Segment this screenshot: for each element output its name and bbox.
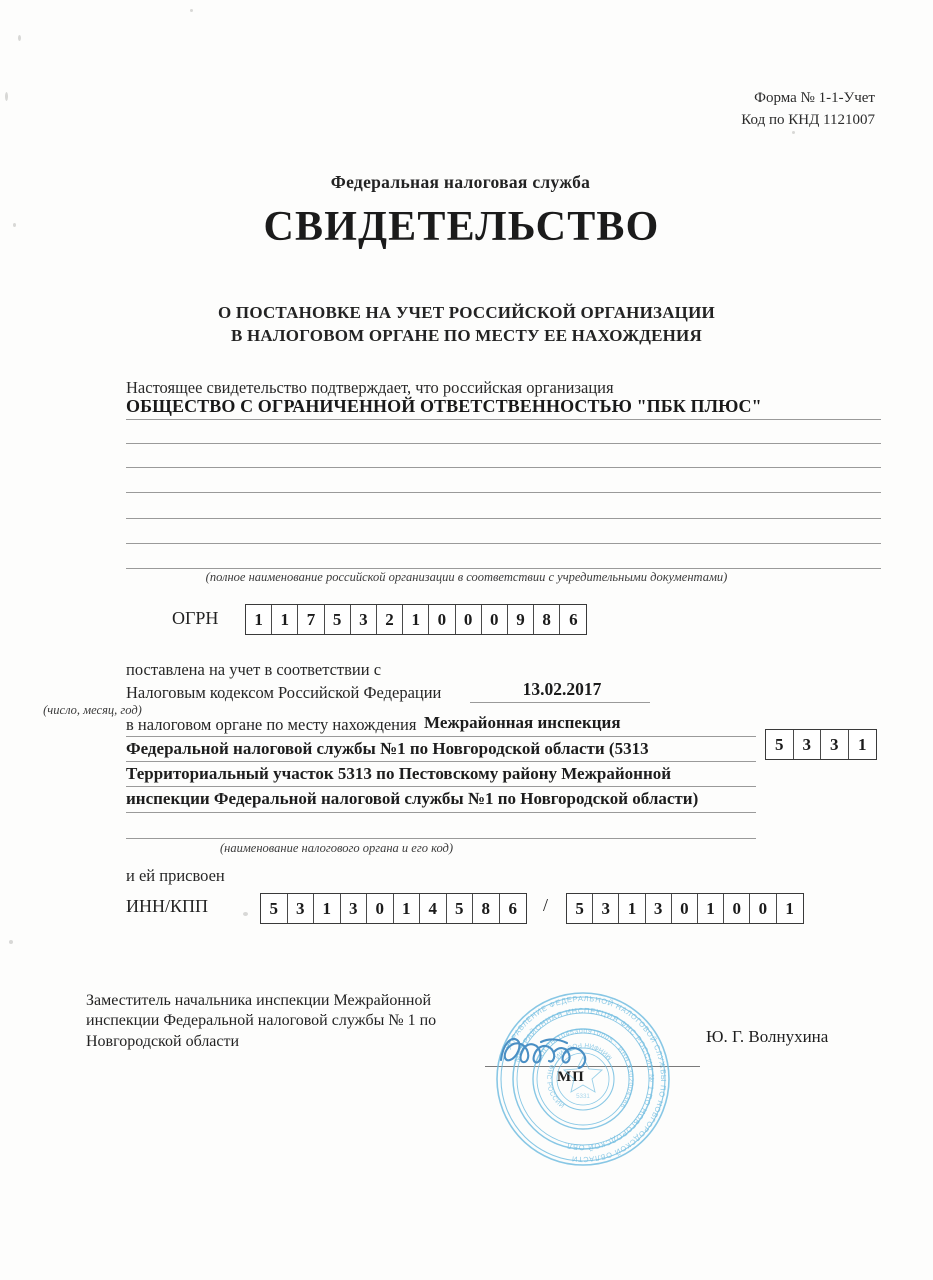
digit-cell: 1 <box>698 894 724 923</box>
page-title: СВИДЕТЕЛЬСТВО <box>263 204 660 250</box>
signer-name: Ю. Г. Волнухина <box>706 1027 829 1046</box>
authority-rule <box>126 786 756 787</box>
authority-rule <box>126 761 756 762</box>
digit-cell: 1 <box>403 605 429 634</box>
digit-cell: 7 <box>298 605 324 634</box>
digit-cell: 1 <box>246 605 272 634</box>
digit-cell: 0 <box>482 605 508 634</box>
form-number: Форма № 1-1-Учет <box>754 90 875 106</box>
digit-cell: 0 <box>429 605 455 634</box>
authority-line-2: Федеральной налоговой службы №1 по Новгородской области (5313 <box>126 739 649 758</box>
subtitle-line-1: О ПОСТАНОВКЕ НА УЧЕТ РОССИЙСКОЙ ОРГАНИЗАЦИИ <box>218 303 715 322</box>
intro-text: Настоящее свидетельство подтверждает, что российская организация <box>126 378 614 397</box>
svg-text:МЕЖРАЙОННАЯ ИНСПЕКЦИЯ ФНС РОСС: МЕЖРАЙОННАЯ ИНСПЕКЦИЯ ФНС РОССИИ № 1 ПО НОВГОРОДСКОЙ ОБЛ. <box>512 1005 657 1153</box>
org-name-rule <box>126 568 881 569</box>
svg-text:МИНФИН РОССИИ · ФНС РОССИИ: МИНФИН РОССИИ · ФНС РОССИИ <box>544 1040 614 1111</box>
date-caption: (число, месяц, год) <box>43 703 142 717</box>
organization-name: ОБЩЕСТВО С ОГРАНИЧЕННОЙ ОТВЕТСТВЕННОСТЬЮ "ПБК ПЛЮС" <box>126 396 762 416</box>
digit-cell: 4 <box>420 894 447 923</box>
digit-cell: 6 <box>508 899 517 918</box>
digit-cell: 5 <box>325 605 351 634</box>
certificate-subtitle <box>0 302 933 348</box>
org-name-rule <box>126 419 881 420</box>
inn-kpp-label: ИНН/КПП <box>126 896 209 916</box>
registered-line-2: Налоговым кодексом Российской Федерации <box>126 683 442 702</box>
org-name-rule <box>126 543 881 544</box>
svg-text:УПРАВЛЕНИЕ ФЕДЕРАЛЬНОЙ НАЛОГОВ: УПРАВЛЕНИЕ ФЕДЕРАЛЬНОЙ НАЛОГОВОЙ СЛУЖБЫ ПО НОВГОРОДСКОЙ ОБЛАСТИ <box>504 993 669 1165</box>
digit-cell: 3 <box>646 894 672 923</box>
authority-line-3: Территориальный участок 5313 по Пестовскому району Межрайонной <box>126 764 672 783</box>
digit-cell: 0 <box>367 894 394 923</box>
digit-cell: 3 <box>794 730 822 759</box>
authority-line-4: инспекции Федеральной налоговой службы №1 по Новгородской области) <box>126 789 699 808</box>
handwritten-signature <box>497 1030 607 1074</box>
registered-line-1: поставлена на учет в соответствии с <box>126 660 382 679</box>
authority-rule <box>126 838 756 839</box>
inn-boxes <box>260 893 527 924</box>
digit-cell: 5 <box>261 894 288 923</box>
scan-artifact <box>18 35 21 41</box>
digit-cell: 0 <box>724 894 750 923</box>
org-name-rule <box>126 467 881 468</box>
authority-line-1: Межрайонная инспекция <box>424 713 621 732</box>
digit-cell: 9 <box>508 605 534 634</box>
knd-code: Код по КНД 1121007 <box>741 111 875 128</box>
registration-date: 13.02.2017 <box>522 679 602 699</box>
org-name-rule <box>126 443 881 444</box>
digit-cell: 1 <box>272 605 298 634</box>
subtitle-line-2: В НАЛОГОВОМ ОРГАНЕ ПО МЕСТУ ЕЕ НАХОЖДЕНИЯ <box>231 325 702 345</box>
signature-rule <box>485 1066 700 1067</box>
kpp-boxes <box>566 893 804 924</box>
agency-name: Федеральная налоговая служба <box>330 172 591 192</box>
org-name-rule <box>126 492 881 493</box>
digit-cell: 0 <box>672 894 698 923</box>
form-header <box>741 88 875 132</box>
inn-kpp-separator: / <box>543 895 549 915</box>
ogrn-boxes <box>245 604 587 635</box>
digit-cell: 5 <box>766 730 794 759</box>
signer-title: Заместитель начальника инспекции Межрайонной инспекции Федеральной налоговой службы № 1 по Новгородской области <box>86 992 437 1050</box>
scan-artifact <box>190 9 193 12</box>
digit-cell: 0 <box>456 605 482 634</box>
svg-text:5331: 5331 <box>576 1093 590 1100</box>
digit-cell: 0 <box>750 894 776 923</box>
authority-prefix: в налоговом органе по месту нахождения <box>126 715 417 734</box>
digit-cell: 6 <box>569 610 578 629</box>
digit-cell: 8 <box>473 894 500 923</box>
digit-cell: 1 <box>394 894 421 923</box>
digit-cell: 1 <box>619 894 645 923</box>
digit-cell: 1 <box>785 899 794 918</box>
digit-cell: 2 <box>377 605 403 634</box>
authority-caption: (наименование налогового органа и его код) <box>219 841 454 855</box>
digit-cell: 5 <box>447 894 474 923</box>
authority-rule <box>126 812 756 813</box>
digit-cell: 3 <box>341 894 368 923</box>
organization-name-caption: (полное наименование российской организации в соответствии с учредительными документами) <box>205 570 728 584</box>
svg-text:ОГРН 1045300910005 · ИНН 53020: ОГРН 1045300910005 · ИНН 5302004366 <box>538 1027 635 1110</box>
assigned-label: и ей присвоен <box>126 866 225 885</box>
digit-cell: 3 <box>351 605 377 634</box>
authority-code-boxes <box>765 729 877 760</box>
authority-rule <box>126 736 756 737</box>
digit-cell: 3 <box>821 730 849 759</box>
scan-artifact <box>9 940 13 944</box>
digit-cell: 3 <box>593 894 619 923</box>
digit-cell: 1 <box>858 735 867 754</box>
org-name-rule <box>126 518 881 519</box>
seal-mark-label: МП <box>557 1069 585 1085</box>
scan-artifact <box>243 912 248 916</box>
digit-cell: 5 <box>567 894 593 923</box>
digit-cell: 1 <box>314 894 341 923</box>
digit-cell: 3 <box>288 894 315 923</box>
scan-artifact <box>5 92 8 101</box>
ogrn-label: ОГРН <box>172 608 219 628</box>
digit-cell: 8 <box>534 605 560 634</box>
